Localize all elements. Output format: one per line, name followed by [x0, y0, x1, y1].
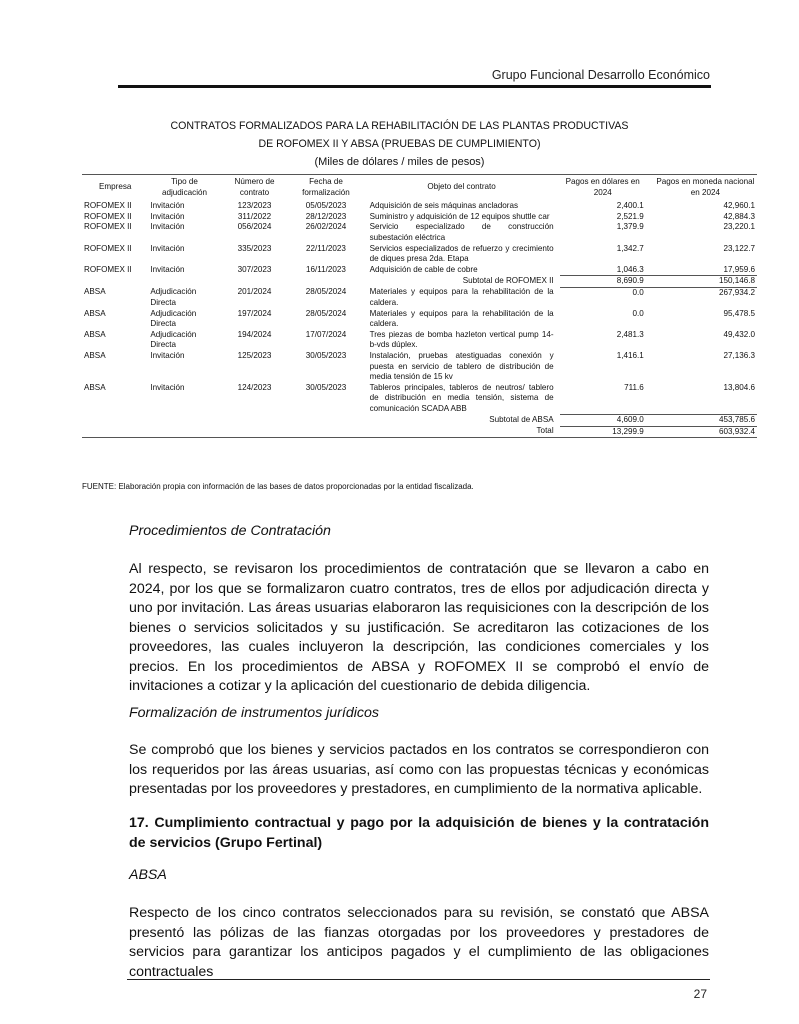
cell-mxn: 49,432.0 — [723, 329, 755, 339]
total-label: Total — [364, 426, 560, 438]
subtotal-absa-label: Subtotal de ABSA — [489, 414, 554, 424]
cell-fecha: 30/05/2023 — [305, 351, 347, 360]
contracts-table — [82, 174, 757, 438]
cell-empresa: ROFOMEX II — [84, 201, 132, 211]
cell-tipo: Invitación — [150, 351, 185, 360]
table-row — [82, 383, 757, 415]
cell-tipo: Invitación — [150, 211, 185, 221]
paragraph-formalizacion: Se comprobó que los bienes y servicios pactados en los contratos se correspondieron con los requeridos por las áreas usuarias, así como con las propuestas técnicas y económicas presentadas por los proveedores y prestadores, en cumplimiento de la normativa aplicable. — [129, 742, 709, 797]
cell-tipo: Invitación — [150, 264, 185, 274]
cell-objeto: Materiales y equipos para la rehabilitación de la caldera. — [369, 308, 554, 329]
cell-objeto: Servicios especializados de refuerzo y crecimiento de diques presa 2da. Etapa — [369, 243, 554, 264]
cell-usd: 1,342.7 — [616, 243, 644, 253]
cell-mxn: 95,478.5 — [723, 308, 755, 318]
cell-usd: 0.0 — [632, 308, 644, 318]
cell-objeto: Servicio especializado de construcción subestación eléctrica — [369, 222, 554, 242]
subtotal-rofomex-usd: 8,690.9 — [560, 276, 654, 288]
cell-usd: 711.6 — [624, 382, 644, 392]
subtotal-rofomex-mxn: 150,146.8 — [654, 276, 757, 288]
cell-objeto: Materiales y equipos para la rehabilitación de la caldera. — [369, 287, 554, 308]
subtotal-rofomex-row — [82, 276, 757, 288]
section-title-procedimientos: Procedimientos de Contratación — [129, 523, 331, 539]
subtotal-absa-row — [82, 415, 757, 427]
cell-empresa: ROFOMEX II — [84, 264, 132, 274]
cell-usd: 1,046.3 — [616, 264, 644, 274]
cell-empresa: ABSA — [84, 329, 106, 339]
cell-tipo: Adjudicación Directa — [150, 287, 197, 308]
table-row — [82, 287, 757, 308]
cell-mxn: 42,960.1 — [723, 201, 755, 211]
table-row — [82, 201, 757, 212]
total-mxn: 603,932.4 — [654, 426, 757, 438]
paragraph-procedimientos: Al respecto, se revisaron los procedimientos de contratación que se llevaron a cabo en 2024, por los que se formalizaron cuatro contratos, tres de ellos por adjudicación directa y uno por invitación. Las áreas usuarias elaboraron las requisiciones con la descripción de los bienes o servicios solicitados y su justificación. Se acreditaron las cotizaciones de los proveedores, las cuales incluyeron la descripción, las condiciones comerciales y los precios. En los procedimientos de ABSA y ROFOMEX II se comprobó el envío de invitaciones a cotizar y la aplicación del cuestionario de debida diligencia. — [129, 561, 709, 694]
cell-fecha: 05/05/2023 — [305, 201, 347, 211]
cell-empresa: ABSA — [84, 287, 106, 297]
cell-tipo: Invitación — [150, 201, 185, 211]
cell-fecha: 28/12/2023 — [305, 211, 347, 221]
cell-objeto: Instalación, pruebas atestiguadas conexión y puesta en servicio de tablero de distribución de media tensión de 15 kv — [369, 351, 554, 382]
cell-fecha: 16/11/2023 — [306, 264, 346, 274]
cell-usd: 2,521.9 — [616, 211, 644, 221]
table-row — [82, 212, 757, 223]
paragraph-absa: Respecto de los cinco contratos seleccionados para su revisión, se constató que ABSA presentó las pólizas de las fianzas otorgadas por los proveedores y prestadores de servicios para garantizar los anticipos pagados y el cumplimiento de las obligaciones contractuales — [129, 905, 709, 980]
cell-mxn: 23,220.1 — [723, 222, 755, 232]
col-header-mxn: Pagos en moneda nacional en 2024 — [656, 177, 755, 197]
cell-mxn: 13,804.6 — [723, 382, 755, 392]
cell-fecha: 17/07/2024 — [305, 329, 347, 339]
section-title-formalizacion: Formalización de instrumentos jurídicos — [129, 705, 379, 721]
cell-objeto: Tableros principales, tableros de neutros/ tablero de distribución en media tensión, sistema de comunicación SCADA ABB — [369, 382, 554, 413]
header-rule — [118, 85, 711, 88]
table-row — [82, 330, 757, 351]
cell-fecha: 26/02/2024 — [305, 222, 347, 232]
cell-tipo: Invitación — [150, 382, 185, 392]
cell-mxn: 267,934.2 — [718, 287, 755, 297]
cell-empresa: ABSA — [84, 308, 106, 318]
subtotal-rofomex-label: Subtotal de ROFOMEX II — [462, 275, 554, 285]
footer-rule — [127, 979, 710, 980]
cell-empresa: ABSA — [84, 382, 106, 392]
col-header-usd: Pagos en dólares en 2024 — [565, 177, 640, 197]
cell-tipo: Invitación — [150, 222, 185, 232]
cell-mxn: 27,136.3 — [723, 351, 755, 360]
cell-numero: 307/2023 — [237, 264, 272, 274]
table-title-line1: CONTRATOS FORMALIZADOS PARA LA REHABILITACIÓN DE LAS PLANTAS PRODUCTIVAS — [170, 120, 629, 132]
table-row — [82, 351, 757, 383]
cell-tipo: Adjudicación Directa — [150, 308, 197, 329]
cell-empresa: ROFOMEX II — [84, 243, 132, 253]
cell-numero: 123/2023 — [237, 201, 272, 211]
col-header-objeto: Objeto del contrato — [427, 182, 496, 192]
table-units: (Miles de dólares / miles de pesos) — [314, 156, 485, 168]
cell-tipo: Invitación — [150, 243, 185, 253]
cell-empresa: ROFOMEX II — [84, 222, 132, 232]
cell-usd: 1,416.1 — [616, 351, 644, 360]
cell-numero: 194/2024 — [237, 329, 272, 339]
cell-fecha: 28/05/2024 — [305, 287, 347, 297]
cell-fecha: 28/05/2024 — [305, 308, 347, 318]
cell-numero: 197/2024 — [237, 308, 272, 318]
cell-mxn: 23,122.7 — [723, 243, 755, 253]
cell-fecha: 30/05/2023 — [305, 382, 347, 392]
cell-numero: 125/2023 — [237, 351, 272, 360]
table-row — [82, 244, 757, 265]
cell-numero: 201/2024 — [237, 287, 272, 297]
table-title-line2: DE ROFOMEX II Y ABSA (PRUEBAS DE CUMPLIMIENTO) — [258, 138, 541, 150]
cell-mxn: 42,884.3 — [723, 211, 755, 221]
col-header-numero: Número de contrato — [234, 177, 275, 197]
table-row — [82, 309, 757, 330]
table-row — [82, 265, 757, 276]
cell-usd: 2,400.1 — [616, 201, 644, 211]
table-source-note: FUENTE: Elaboración propia con información de las bases de datos proporcionadas por la entidad fiscalizada. — [82, 482, 474, 491]
cell-objeto: Adquisición de cable de cobre — [369, 264, 478, 274]
cell-objeto: Suministro y adquisición de 12 equipos shuttle car — [369, 211, 550, 221]
cell-usd: 0.0 — [632, 287, 644, 297]
table-header-row — [82, 175, 757, 202]
subtotal-absa-mxn: 453,785.6 — [654, 415, 757, 427]
cell-numero: 311/2022 — [237, 211, 272, 221]
header-title: Grupo Funcional Desarrollo Económico — [491, 68, 710, 82]
cell-tipo: Adjudicación Directa — [150, 329, 197, 350]
col-header-empresa: Empresa — [98, 182, 132, 192]
cell-objeto: Adquisición de seis máquinas ancladoras — [369, 201, 519, 211]
total-usd: 13,299.9 — [560, 426, 654, 438]
col-header-tipo: Tipo de adjudicación — [162, 177, 207, 197]
cell-empresa: ABSA — [84, 351, 106, 360]
cell-empresa: ROFOMEX II — [84, 211, 132, 221]
page-number: 27 — [693, 987, 707, 1001]
cell-usd: 1,379.9 — [616, 222, 644, 232]
table-row — [82, 222, 757, 243]
section-title-absa: ABSA — [129, 867, 167, 883]
col-header-fecha: Fecha de formalización — [302, 177, 350, 197]
cell-numero: 056/2024 — [237, 222, 272, 232]
cell-usd: 2,481.3 — [616, 329, 644, 339]
cell-fecha: 22/11/2023 — [306, 243, 346, 253]
cell-objeto: Tres piezas de bomba hazleton vertical pump 14-b-vds dúplex. — [369, 329, 554, 350]
subtotal-absa-usd: 4,609.0 — [560, 415, 654, 427]
cell-mxn: 17,959.6 — [723, 264, 755, 274]
cell-numero: 124/2023 — [237, 382, 272, 392]
heading-17: 17. Cumplimiento contractual y pago por la adquisición de bienes y la contratación de servicios (Grupo Fertinal) — [129, 815, 709, 851]
cell-numero: 335/2023 — [237, 243, 272, 253]
total-row — [82, 426, 757, 438]
